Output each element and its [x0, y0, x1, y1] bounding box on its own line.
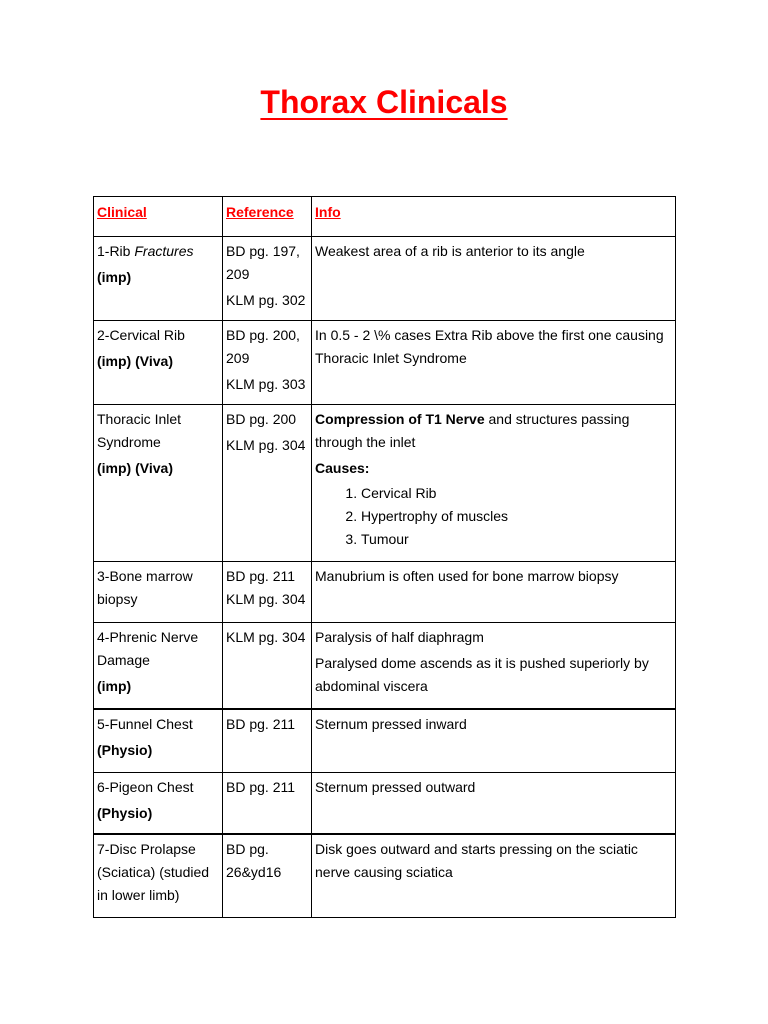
info-cell — [312, 562, 676, 623]
table-row — [94, 773, 676, 835]
clinical-cell — [94, 773, 223, 835]
header-reference: Reference — [223, 197, 312, 237]
clinical-cell — [94, 709, 223, 773]
list-item: 1. Cervical Rib — [361, 482, 672, 505]
info-cell — [312, 405, 676, 562]
clinical-tag: (imp) — [97, 269, 132, 285]
clinical-name: 7-Disc Prolapse (Sciatica) (studied in lower limb) — [97, 841, 210, 903]
reference-text: BD pg. 211 — [226, 716, 296, 732]
clinical-tag: (Physio) — [97, 805, 153, 821]
table-row — [94, 562, 676, 623]
info-text: Manubrium is often used for bone marrow biopsy — [315, 568, 619, 584]
clinical-tag: (imp) — [97, 678, 132, 694]
clinical-name-italic: Fractures — [134, 243, 194, 259]
reference-text: BD pg. 211 — [226, 568, 296, 584]
reference-cell — [223, 773, 312, 835]
info-text: and structures passing through the inlet — [315, 411, 630, 450]
table-row — [94, 709, 676, 773]
clinical-name: Thoracic Inlet Syndrome — [97, 411, 182, 450]
page-title: Thorax Clinicals — [260, 84, 508, 120]
reference-cell — [223, 834, 312, 918]
list-item: 2. Hypertrophy of muscles — [361, 505, 672, 528]
list-item: 3. Tumour — [361, 528, 672, 551]
clinical-tag: (Physio) — [97, 742, 153, 758]
clinical-name: 4-Phrenic Nerve Damage — [97, 629, 199, 668]
clinical-name: 1-Rib — [97, 243, 135, 259]
table-header-row — [94, 197, 676, 237]
clinical-cell — [94, 321, 223, 405]
reference-cell — [223, 321, 312, 405]
table-row — [94, 623, 676, 710]
reference-text: KLM pg. 304 — [226, 437, 306, 453]
table-row — [94, 405, 676, 562]
clinical-cell — [94, 834, 223, 918]
header-clinical: Clinical — [94, 197, 223, 237]
clinical-name: 2-Cervical Rib — [97, 327, 185, 343]
info-text: Sternum pressed inward — [315, 716, 467, 732]
clinical-cell — [94, 237, 223, 321]
reference-text: BD pg. 197, 209 — [226, 243, 300, 282]
reference-text: KLM pg. 303 — [226, 376, 306, 392]
reference-text: KLM pg. 304 — [226, 591, 306, 607]
clinical-name: 3-Bone marrow biopsy — [97, 568, 193, 607]
reference-text: BD pg. 200, 209 — [226, 327, 300, 366]
clinical-tag: (imp) (Viva) — [97, 460, 173, 476]
table-row — [94, 321, 676, 405]
info-bold-text: Compression of T1 Nerve — [315, 411, 485, 427]
reference-cell — [223, 237, 312, 321]
clinical-cell — [94, 623, 223, 710]
causes-label: Causes: — [315, 460, 370, 476]
clinical-tag: (imp) (Viva) — [97, 353, 173, 369]
info-text: Weakest area of a rib is anterior to its angle — [315, 243, 585, 259]
reference-cell — [223, 709, 312, 773]
clinical-cell — [94, 562, 223, 623]
table-row — [94, 834, 676, 918]
info-cell — [312, 237, 676, 321]
info-text: In 0.5 - 2 \% cases Extra Rib above the first one causing Thoracic Inlet Syndrome — [315, 327, 664, 366]
header-info: Info — [312, 197, 676, 237]
info-cell — [312, 709, 676, 773]
clinical-name: 5-Funnel Chest — [97, 716, 193, 732]
info-cell — [312, 623, 676, 710]
table-row — [94, 237, 676, 321]
reference-text: KLM pg. 302 — [226, 292, 306, 308]
reference-cell — [223, 405, 312, 562]
info-cell — [312, 773, 676, 835]
reference-text: BD pg. 211 — [226, 779, 296, 795]
info-text: Sternum pressed outward — [315, 779, 476, 795]
reference-text: BD pg. 26&yd16 — [226, 841, 282, 880]
info-text: Disk goes outward and starts pressing on the sciatic nerve causing sciatica — [315, 841, 638, 880]
causes-list — [315, 482, 672, 551]
info-text: Paralysed dome ascends as it is pushed superiorly by abdominal viscera — [315, 655, 649, 694]
reference-text: BD pg. 200 — [226, 411, 297, 427]
info-cell — [312, 834, 676, 918]
clinical-cell — [94, 405, 223, 562]
reference-cell — [223, 562, 312, 623]
clinicals-table — [93, 196, 676, 918]
info-text: Paralysis of half diaphragm — [315, 629, 484, 645]
info-cell — [312, 321, 676, 405]
clinical-name: 6-Pigeon Chest — [97, 779, 194, 795]
reference-text: KLM pg. 304 — [226, 629, 306, 645]
reference-cell — [223, 623, 312, 710]
